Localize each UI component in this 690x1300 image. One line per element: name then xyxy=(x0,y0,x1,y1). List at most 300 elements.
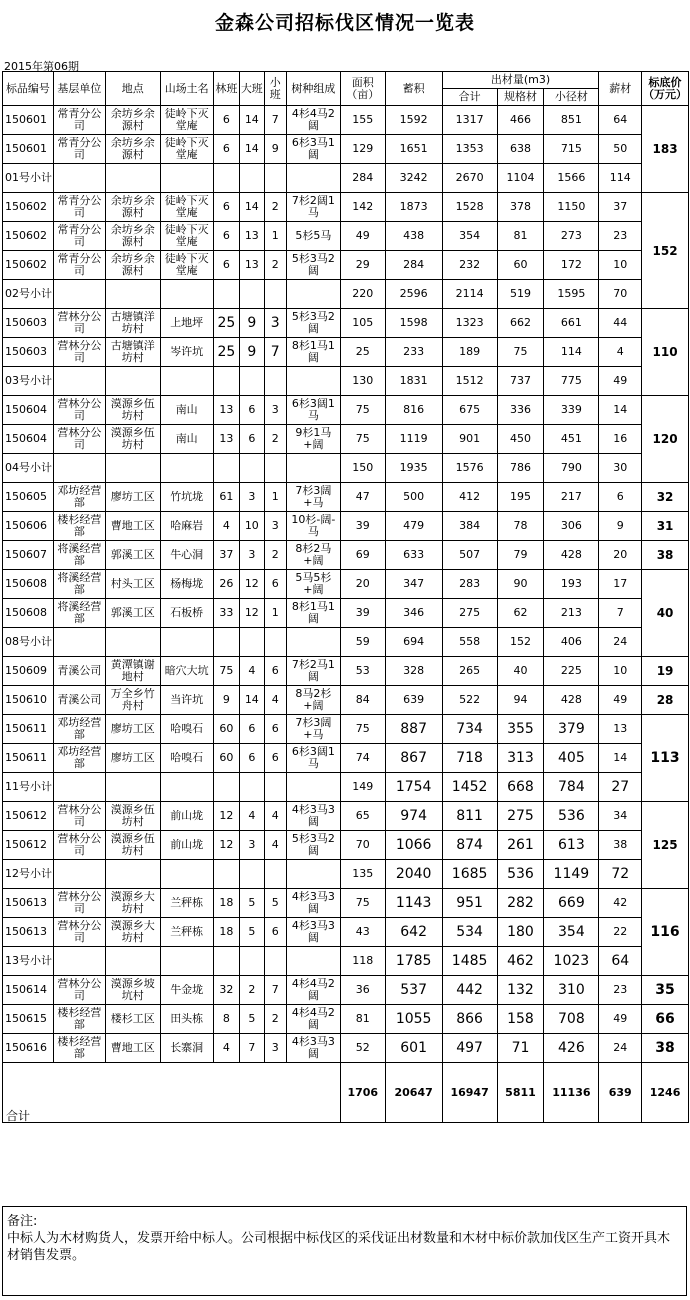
cell-spec: 519 xyxy=(497,280,544,309)
cell-spec: 40 xyxy=(497,657,544,686)
cell-forest: 60 xyxy=(213,744,239,773)
cell-unit-text: 营林分公司 xyxy=(57,804,102,828)
cell-output-total: 1323 xyxy=(442,309,497,338)
cell-site-text: 田头栋 xyxy=(170,1013,204,1025)
cell-fuel: 22 xyxy=(599,918,642,947)
remarks-label: 备注: xyxy=(7,1214,38,1229)
cell-place-text: 余坊乡余源村 xyxy=(110,253,155,277)
cell-code-text: 01号小计 xyxy=(5,172,52,184)
cell-unit xyxy=(53,251,105,280)
cell-empty xyxy=(160,860,213,889)
cell-big: 3 xyxy=(240,483,264,512)
cell-species-text: 6杉3阔1马 xyxy=(291,746,335,770)
cell-price: 40 xyxy=(642,570,689,657)
cell-site xyxy=(160,1005,213,1034)
cell-big: 6 xyxy=(240,715,264,744)
cell-small: 4 xyxy=(264,802,286,831)
cell-code-text: 12号小计 xyxy=(5,868,52,880)
cell-smalldia: 715 xyxy=(544,135,599,164)
cell-empty xyxy=(213,454,239,483)
cell-smalldia: 851 xyxy=(544,106,599,135)
cell-empty xyxy=(264,628,286,657)
cell-site xyxy=(160,715,213,744)
cell-unit xyxy=(53,570,105,599)
cell-stock: 1592 xyxy=(385,106,442,135)
cell-place-text: 漠源乡大坊村 xyxy=(110,920,155,944)
cell-empty xyxy=(160,280,213,309)
cell-species-text: 10杉-阔-马 xyxy=(291,514,336,538)
table-row xyxy=(3,1005,689,1034)
cell-forest: 6 xyxy=(213,222,239,251)
cell-place-text: 黄潭镇谢地村 xyxy=(110,659,155,683)
cell-place-text: 楼杉工区 xyxy=(110,1013,155,1025)
header-place: 地点 xyxy=(105,72,160,106)
cell-unit-text: 将溪经营部 xyxy=(57,543,102,567)
cell-smalldia: 339 xyxy=(544,396,599,425)
table-row xyxy=(3,251,689,280)
table-row xyxy=(3,918,689,947)
cell-place xyxy=(105,512,160,541)
cell-place xyxy=(105,918,160,947)
cell-unit xyxy=(53,889,105,918)
cell-unit xyxy=(53,338,105,367)
cell-area: 149 xyxy=(340,773,385,802)
table-row xyxy=(3,599,689,628)
total-row xyxy=(3,1063,689,1123)
cell-site xyxy=(160,599,213,628)
cell-empty xyxy=(160,628,213,657)
cell-area: 75 xyxy=(340,425,385,454)
cell-place-text: 漠源乡坡坑村 xyxy=(110,978,155,1002)
cell-big: 10 xyxy=(240,512,264,541)
cell-species-text: 4杉4马2阔 xyxy=(291,108,335,132)
cell-stock: 1066 xyxy=(385,831,442,860)
cell-species-text: 5杉3马2阔 xyxy=(291,833,335,857)
cell-spec: 195 xyxy=(497,483,544,512)
cell-forest: 12 xyxy=(213,802,239,831)
table-row xyxy=(3,396,689,425)
cell-empty xyxy=(264,367,286,396)
cell-spec: 462 xyxy=(497,947,544,976)
header-unit: 基层单位 xyxy=(53,72,105,106)
cell-fuel: 49 xyxy=(599,1005,642,1034)
header-stock: 蓄积 xyxy=(385,72,442,106)
cell-site xyxy=(160,918,213,947)
cell-fuel: 10 xyxy=(599,251,642,280)
cell-site xyxy=(160,512,213,541)
cell-site-text: 南山 xyxy=(175,404,198,416)
cell-code: 150611 xyxy=(3,744,54,773)
cell-stock: 1651 xyxy=(385,135,442,164)
cell-spec: 158 xyxy=(497,1005,544,1034)
table-row xyxy=(3,889,689,918)
cell-spec: 60 xyxy=(497,251,544,280)
cell-area: 70 xyxy=(340,831,385,860)
cell-big: 6 xyxy=(240,425,264,454)
cell-stock: 328 xyxy=(385,657,442,686)
cell-price: 32 xyxy=(642,483,689,512)
cell-species-text: 7杉2马1阔 xyxy=(291,659,335,683)
cell-species-text: 4杉3马3阔 xyxy=(291,891,335,915)
cell-fuel: 13 xyxy=(599,715,642,744)
cell-small: 2 xyxy=(264,541,286,570)
cell-site-text: 牛心洞 xyxy=(170,549,204,561)
cell-place xyxy=(105,599,160,628)
cell-forest: 33 xyxy=(213,599,239,628)
header-site: 山场土名 xyxy=(160,72,213,106)
cell-site xyxy=(160,425,213,454)
cell-small: 3 xyxy=(264,396,286,425)
cell-empty xyxy=(286,164,340,193)
cell-smalldia: 310 xyxy=(544,976,599,1005)
cell-big: 5 xyxy=(240,1005,264,1034)
cell-fuel: 7 xyxy=(599,599,642,628)
cell-site-text: 徒岭下灭堂庵 xyxy=(164,108,209,132)
cell-big: 13 xyxy=(240,251,264,280)
cell-unit-text: 营林分公司 xyxy=(57,427,102,451)
cell-unit xyxy=(53,686,105,715)
cell-empty xyxy=(53,947,105,976)
cell-unit-text: 营林分公司 xyxy=(57,920,102,944)
cell-place-text: 廖坊工区 xyxy=(110,752,155,764)
cell-empty xyxy=(105,367,160,396)
cell-output-total: 442 xyxy=(442,976,497,1005)
cell-price: 113 xyxy=(642,715,689,802)
cell-place-text: 漠源乡伍坊村 xyxy=(110,804,155,828)
cell-place xyxy=(105,802,160,831)
cell-spec: 79 xyxy=(497,541,544,570)
cell-site xyxy=(160,338,213,367)
cell-output-total: 522 xyxy=(442,686,497,715)
cell-price: 35 xyxy=(642,976,689,1005)
table-row xyxy=(3,309,689,338)
cell-empty xyxy=(213,947,239,976)
cell-price: 19 xyxy=(642,657,689,686)
page-title: 金森公司招标伐区情况一览表 xyxy=(214,12,475,34)
cell-output-total: 1512 xyxy=(442,367,497,396)
cell-spec: 132 xyxy=(497,976,544,1005)
cell-empty xyxy=(105,860,160,889)
cell-smalldia: 536 xyxy=(544,802,599,831)
cell-site-text: 暗穴大坑 xyxy=(164,665,209,677)
cell-empty xyxy=(53,773,105,802)
cell-output-total: 874 xyxy=(442,831,497,860)
cell-output-total: 354 xyxy=(442,222,497,251)
cell-site xyxy=(160,570,213,599)
cell-empty xyxy=(240,773,264,802)
cell-big: 5 xyxy=(240,889,264,918)
cell-big: 6 xyxy=(240,744,264,773)
cell-unit-text: 常青分公司 xyxy=(57,137,102,161)
cell-species-text: 6杉3马1阔 xyxy=(291,137,335,161)
cell-smalldia: 1150 xyxy=(544,193,599,222)
cell-stock: 974 xyxy=(385,802,442,831)
cell-output-total: 232 xyxy=(442,251,497,280)
cell-small: 1 xyxy=(264,599,286,628)
cell-unit-text: 邓坊经营部 xyxy=(57,746,102,770)
cell-empty xyxy=(286,454,340,483)
cell-smalldia: 1149 xyxy=(544,860,599,889)
cell-smalldia: 1566 xyxy=(544,164,599,193)
cell-smalldia: 406 xyxy=(544,628,599,657)
cell-code: 150612 xyxy=(3,831,54,860)
cell-spec: 668 xyxy=(497,773,544,802)
cell-area: 47 xyxy=(340,483,385,512)
cell-site xyxy=(160,657,213,686)
cell-empty xyxy=(240,860,264,889)
cell-spec: 81 xyxy=(497,222,544,251)
cell-code-text: 13号小计 xyxy=(5,955,52,967)
cell-species-text: 8杉1马1阔 xyxy=(291,601,335,625)
cell-site xyxy=(160,193,213,222)
table-row xyxy=(3,715,689,744)
cell-price: 66 xyxy=(642,1005,689,1034)
period-label: 2015年第06期 xyxy=(4,60,79,73)
cell-empty xyxy=(105,773,160,802)
cell-small: 3 xyxy=(264,1034,286,1063)
cell-unit xyxy=(53,309,105,338)
cell-big: 4 xyxy=(240,657,264,686)
cell-big: 9 xyxy=(240,309,264,338)
cell-stock: 887 xyxy=(385,715,442,744)
cell-code: 150610 xyxy=(3,686,54,715)
cell-stock: 2040 xyxy=(385,860,442,889)
cell-output-total: 675 xyxy=(442,396,497,425)
cell-code-text: 11号小计 xyxy=(5,781,52,793)
cell-code: 150606 xyxy=(3,512,54,541)
cell-stock: 601 xyxy=(385,1034,442,1063)
cell-output-total: 866 xyxy=(442,1005,497,1034)
cell-place-text: 漠源乡伍坊村 xyxy=(110,427,155,451)
cell-big: 12 xyxy=(240,570,264,599)
cell-fuel: 44 xyxy=(599,309,642,338)
cell-site xyxy=(160,222,213,251)
cell-forest: 6 xyxy=(213,135,239,164)
cell-stock: 1785 xyxy=(385,947,442,976)
cell-output-total: 412 xyxy=(442,483,497,512)
cell-empty xyxy=(240,164,264,193)
cell-unit-text: 营林分公司 xyxy=(57,340,102,364)
cell-fuel: 24 xyxy=(599,1034,642,1063)
cell-spec: 261 xyxy=(497,831,544,860)
cell-empty xyxy=(240,947,264,976)
cell-unit xyxy=(53,396,105,425)
total-stock: 20647 xyxy=(385,1063,442,1123)
cell-unit-text: 常青分公司 xyxy=(57,108,102,132)
cell-unit xyxy=(53,512,105,541)
cell-output-total: 497 xyxy=(442,1034,497,1063)
cell-empty xyxy=(160,454,213,483)
cell-unit-text: 营林分公司 xyxy=(57,833,102,857)
cell-spec: 466 xyxy=(497,106,544,135)
cell-species xyxy=(286,715,340,744)
cell-empty xyxy=(286,367,340,396)
cell-site xyxy=(160,541,213,570)
cell-unit-text: 营林分公司 xyxy=(57,311,102,335)
cell-area: 135 xyxy=(340,860,385,889)
cell-fuel: 14 xyxy=(599,744,642,773)
cell-big: 14 xyxy=(240,135,264,164)
cell-code: 150613 xyxy=(3,918,54,947)
cell-site-text: 兰秤栋 xyxy=(170,926,204,938)
cell-empty xyxy=(53,164,105,193)
cell-smalldia: 354 xyxy=(544,918,599,947)
cell-area: 59 xyxy=(340,628,385,657)
cell-smalldia: 405 xyxy=(544,744,599,773)
cell-empty xyxy=(105,628,160,657)
cell-fuel: 64 xyxy=(599,947,642,976)
table-body xyxy=(3,106,689,1123)
cell-species xyxy=(286,686,340,715)
table-row xyxy=(3,976,689,1005)
table-row xyxy=(3,425,689,454)
cell-site-text: 石板桥 xyxy=(170,607,204,619)
cell-site xyxy=(160,976,213,1005)
cell-stock: 479 xyxy=(385,512,442,541)
cell-empty xyxy=(286,947,340,976)
cell-species xyxy=(286,425,340,454)
cell-fuel: 20 xyxy=(599,541,642,570)
cell-place xyxy=(105,193,160,222)
cell-fuel: 42 xyxy=(599,889,642,918)
cell-big: 6 xyxy=(240,396,264,425)
cell-site xyxy=(160,744,213,773)
cell-empty xyxy=(213,773,239,802)
cell-area: 75 xyxy=(340,889,385,918)
subtotal-row xyxy=(3,773,689,802)
cell-area: 65 xyxy=(340,802,385,831)
cell-small: 1 xyxy=(264,222,286,251)
cell-area: 75 xyxy=(340,396,385,425)
cell-site-text: 前山垅 xyxy=(170,839,204,851)
cell-species-text: 7杉3阔+马 xyxy=(295,717,332,741)
cell-stock: 3242 xyxy=(385,164,442,193)
cell-species-text: 8马2杉+阔 xyxy=(295,688,332,712)
cell-fuel: 17 xyxy=(599,570,642,599)
cell-empty xyxy=(213,628,239,657)
cell-area: 75 xyxy=(340,715,385,744)
cell-place xyxy=(105,715,160,744)
header-smalldia: 小径材 xyxy=(544,89,599,106)
cell-species-text: 5杉3马2阔 xyxy=(291,311,335,335)
cell-unit xyxy=(53,135,105,164)
cell-area: 129 xyxy=(340,135,385,164)
cell-output-total: 2114 xyxy=(442,280,497,309)
header-small: 小班 xyxy=(264,72,286,106)
cell-place-text: 廖坊工区 xyxy=(110,491,155,503)
table-row xyxy=(3,570,689,599)
cell-code: 150609 xyxy=(3,657,54,686)
cell-code: 150608 xyxy=(3,570,54,599)
cell-site xyxy=(160,106,213,135)
cell-place xyxy=(105,309,160,338)
cell-unit xyxy=(53,599,105,628)
cell-unit-text: 常青分公司 xyxy=(57,195,102,219)
cell-place-text: 曹地工区 xyxy=(110,520,155,532)
cell-small: 4 xyxy=(264,831,286,860)
cell-output-total: 2670 xyxy=(442,164,497,193)
cell-small: 6 xyxy=(264,657,286,686)
cell-place xyxy=(105,483,160,512)
cell-unit-text: 青溪公司 xyxy=(57,694,102,706)
table-row xyxy=(3,512,689,541)
cell-species-text: 4杉3马3阔 xyxy=(291,804,335,828)
cell-species-text: 4杉4马2阔 xyxy=(291,978,335,1002)
cell-code: 150602 xyxy=(3,251,54,280)
cell-spec: 75 xyxy=(497,338,544,367)
cell-stock: 1935 xyxy=(385,454,442,483)
subtotal-row xyxy=(3,280,689,309)
cell-small: 2 xyxy=(264,425,286,454)
cell-big: 3 xyxy=(240,541,264,570)
table-row xyxy=(3,222,689,251)
cell-empty xyxy=(160,947,213,976)
cell-area: 130 xyxy=(340,367,385,396)
cell-fuel: 37 xyxy=(599,193,642,222)
cell-output-total: 189 xyxy=(442,338,497,367)
cell-small: 5 xyxy=(264,889,286,918)
cell-species-text: 4杉3马3阔 xyxy=(291,920,335,944)
cell-small: 2 xyxy=(264,251,286,280)
cell-code: 150604 xyxy=(3,425,54,454)
cell-small: 9 xyxy=(264,135,286,164)
cell-price: 125 xyxy=(642,802,689,889)
cell-spec: 355 xyxy=(497,715,544,744)
cell-stock: 1598 xyxy=(385,309,442,338)
cell-empty xyxy=(105,164,160,193)
cell-area: 43 xyxy=(340,918,385,947)
cell-code: 150614 xyxy=(3,976,54,1005)
cell-spec: 786 xyxy=(497,454,544,483)
cell-site-text: 兰秤栋 xyxy=(170,897,204,909)
cell-empty xyxy=(264,280,286,309)
subtotal-row xyxy=(3,947,689,976)
cell-place-text: 郭溪工区 xyxy=(110,549,155,561)
cell-spec: 313 xyxy=(497,744,544,773)
cell-species xyxy=(286,889,340,918)
cell-place-text: 古塘镇洋坊村 xyxy=(110,311,155,335)
cell-empty xyxy=(286,628,340,657)
header-output: 出材量(m3) xyxy=(442,72,599,89)
cell-place-text: 余坊乡余源村 xyxy=(110,108,155,132)
total-smalld: 11136 xyxy=(544,1063,599,1123)
cell-species-text: 6杉3阔1马 xyxy=(291,398,335,422)
cell-forest: 4 xyxy=(213,1034,239,1063)
cell-area: 142 xyxy=(340,193,385,222)
cell-empty xyxy=(264,860,286,889)
cell-area: 53 xyxy=(340,657,385,686)
total-total: 16947 xyxy=(442,1063,497,1123)
cell-forest: 8 xyxy=(213,1005,239,1034)
cell-site-text: 哈麻岩 xyxy=(170,520,204,532)
cell-species xyxy=(286,570,340,599)
cell-code: 150602 xyxy=(3,193,54,222)
cell-area: 29 xyxy=(340,251,385,280)
cell-spec: 536 xyxy=(497,860,544,889)
cell-price: 110 xyxy=(642,309,689,396)
cell-spec: 78 xyxy=(497,512,544,541)
cell-empty xyxy=(105,280,160,309)
cell-output-total: 718 xyxy=(442,744,497,773)
cell-species xyxy=(286,918,340,947)
table-row xyxy=(3,802,689,831)
cell-smalldia: 775 xyxy=(544,367,599,396)
cell-spec: 450 xyxy=(497,425,544,454)
cell-smalldia: 708 xyxy=(544,1005,599,1034)
cell-price: 116 xyxy=(642,889,689,976)
cell-stock: 639 xyxy=(385,686,442,715)
cell-site xyxy=(160,1034,213,1063)
